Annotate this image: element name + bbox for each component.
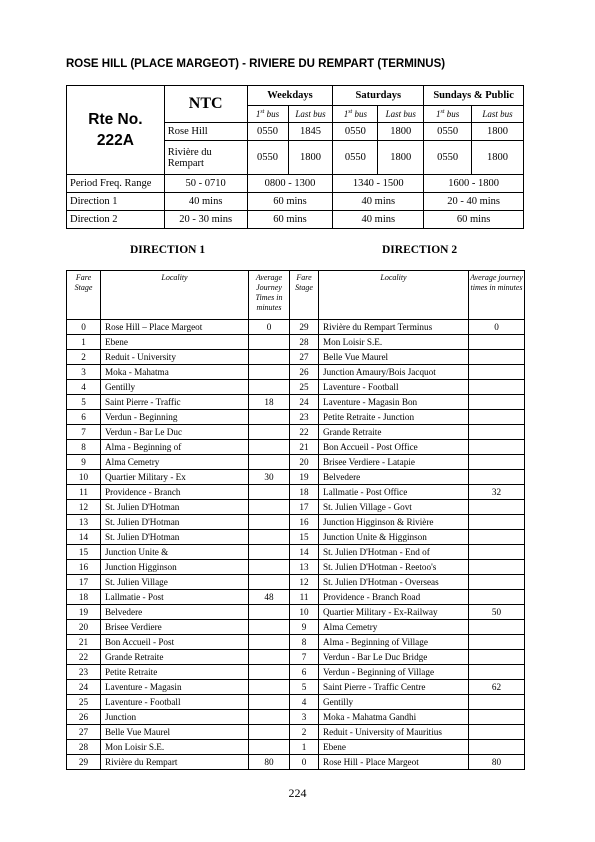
locality: Belle Vue Maurel bbox=[319, 350, 469, 365]
fare-stage: 26 bbox=[290, 365, 319, 380]
locality: Moka - Mahatma bbox=[101, 365, 249, 380]
fare-stage: 11 bbox=[67, 485, 101, 500]
avg-journey-time bbox=[249, 500, 290, 515]
table-row bbox=[67, 605, 525, 620]
locality: Rivière du Rempart bbox=[101, 755, 249, 770]
fare-stage: 0 bbox=[67, 320, 101, 335]
fare-stage: 28 bbox=[67, 740, 101, 755]
fare-stage: 1 bbox=[67, 335, 101, 350]
locality: Verdun - Beginning bbox=[101, 410, 249, 425]
first-bus-word: bus bbox=[264, 109, 280, 119]
locality: Grande Retraite bbox=[319, 425, 469, 440]
fare-stage: 16 bbox=[67, 560, 101, 575]
avg-journey-time: 0 bbox=[249, 320, 290, 335]
locality: Junction Higginson bbox=[101, 560, 249, 575]
avg-journey-time bbox=[469, 575, 525, 590]
avg-journey-time bbox=[469, 560, 525, 575]
locality: Rose Hill - Place Margeot bbox=[319, 755, 469, 770]
table-row bbox=[67, 590, 525, 605]
avg-journey-time bbox=[469, 725, 525, 740]
fare-stage-table bbox=[66, 270, 525, 770]
page-number: 224 bbox=[288, 786, 307, 800]
avg-journey-time bbox=[249, 725, 290, 740]
departure-time: 1800 bbox=[378, 141, 424, 175]
last-bus-header: Last bus bbox=[378, 106, 424, 123]
locality: Providence - Branch Road bbox=[319, 590, 469, 605]
fare-stage: 14 bbox=[290, 545, 319, 560]
fare-stage: 13 bbox=[290, 560, 319, 575]
departure-time: 1800 bbox=[472, 141, 524, 175]
locality: Gentilly bbox=[101, 380, 249, 395]
avg-time-header: Average Journey Times in minutes bbox=[249, 271, 290, 320]
first-bus-suffix: st bbox=[260, 109, 265, 115]
fare-stage: 17 bbox=[67, 575, 101, 590]
avg-journey-time bbox=[469, 650, 525, 665]
stop-name bbox=[164, 123, 247, 141]
fare-stage: 16 bbox=[290, 515, 319, 530]
freq-row-label: Period Freq. Range bbox=[67, 175, 165, 193]
locality: Ebene bbox=[319, 740, 469, 755]
avg-journey-time bbox=[249, 530, 290, 545]
avg-journey-time bbox=[469, 380, 525, 395]
avg-journey-time: 18 bbox=[249, 395, 290, 410]
table-row bbox=[67, 530, 525, 545]
route-label: Rte No. bbox=[88, 111, 143, 128]
first-bus-number: 1 bbox=[255, 109, 261, 119]
fare-stage: 10 bbox=[290, 605, 319, 620]
locality: Gentilly bbox=[319, 695, 469, 710]
locality: Lallmatie - Post Office bbox=[319, 485, 469, 500]
freq-value: 50 - 0710 bbox=[164, 175, 247, 193]
fare-stage: 6 bbox=[290, 665, 319, 680]
table-row bbox=[67, 755, 525, 770]
locality: Brisee Verdiere - Latapie bbox=[319, 455, 469, 470]
avg-journey-time bbox=[249, 650, 290, 665]
fare-stage: 27 bbox=[290, 350, 319, 365]
avg-journey-time bbox=[249, 545, 290, 560]
fare-stage: 4 bbox=[290, 695, 319, 710]
avg-journey-time bbox=[249, 710, 290, 725]
locality: Moka - Mahatma Gandhi bbox=[319, 710, 469, 725]
last-bus-header: Last bus bbox=[288, 106, 333, 123]
locality: St. Julien D'Hotman bbox=[101, 515, 249, 530]
departure-time: 0550 bbox=[333, 141, 378, 175]
avg-journey-time bbox=[469, 710, 525, 725]
locality: Alma - Beginning of bbox=[101, 440, 249, 455]
table-row bbox=[67, 650, 525, 665]
avg-journey-time bbox=[249, 620, 290, 635]
table-row bbox=[67, 620, 525, 635]
fare-stage: 29 bbox=[67, 755, 101, 770]
fare-stage: 21 bbox=[67, 635, 101, 650]
avg-journey-time: 32 bbox=[469, 485, 525, 500]
locality: St. Julien Village - Govt bbox=[319, 500, 469, 515]
avg-journey-time bbox=[469, 665, 525, 680]
locality: Laventure - Magasin Bon bbox=[319, 395, 469, 410]
departure-time: 1800 bbox=[288, 141, 333, 175]
avg-journey-time bbox=[469, 740, 525, 755]
table-row bbox=[67, 725, 525, 740]
fare-stage: 15 bbox=[290, 530, 319, 545]
direction-1-heading: DIRECTION 1 bbox=[130, 244, 206, 256]
locality: Reduit - University of Mauritius bbox=[319, 725, 469, 740]
table-row bbox=[67, 575, 525, 590]
table-row bbox=[67, 395, 525, 410]
table-row bbox=[67, 350, 525, 365]
locality-header: Locality bbox=[101, 271, 249, 320]
avg-journey-time bbox=[469, 620, 525, 635]
fare-stage: 15 bbox=[67, 545, 101, 560]
freq-value: 60 mins bbox=[247, 193, 333, 211]
stop-name-line2: Rempart bbox=[167, 157, 204, 169]
locality: Belvedere bbox=[319, 470, 469, 485]
table-row bbox=[67, 320, 525, 335]
locality: Rivière du Rempart Terminus bbox=[319, 320, 469, 335]
avg-journey-time bbox=[249, 485, 290, 500]
avg-journey-time bbox=[249, 740, 290, 755]
locality: Junction Amaury/Bois Jacquot bbox=[319, 365, 469, 380]
fare-stage: 8 bbox=[67, 440, 101, 455]
avg-journey-time bbox=[249, 665, 290, 680]
freq-value: 40 mins bbox=[333, 211, 424, 229]
fare-stage: 27 bbox=[67, 725, 101, 740]
first-bus-word: bus bbox=[352, 109, 367, 119]
locality: St. Julien D'Hotman bbox=[101, 530, 249, 545]
fare-stage: 28 bbox=[290, 335, 319, 350]
fare-stage: 17 bbox=[290, 500, 319, 515]
fare-stage: 24 bbox=[67, 680, 101, 695]
locality: Saint Pierre - Traffic Centre bbox=[319, 680, 469, 695]
departure-time: 0550 bbox=[424, 123, 472, 141]
locality: Rose Hill – Place Margeot bbox=[101, 320, 249, 335]
fare-stage: 6 bbox=[67, 410, 101, 425]
fare-stage: 3 bbox=[290, 710, 319, 725]
fare-stage: 0 bbox=[290, 755, 319, 770]
fare-stage: 9 bbox=[290, 620, 319, 635]
avg-journey-time bbox=[469, 425, 525, 440]
avg-journey-time: 50 bbox=[469, 605, 525, 620]
locality: Laventure - Magasin bbox=[101, 680, 249, 695]
avg-time-header: Average journey times in minutes bbox=[469, 271, 525, 320]
avg-journey-time: 30 bbox=[249, 470, 290, 485]
weekdays-header: Weekdays bbox=[247, 86, 333, 106]
avg-journey-time bbox=[469, 635, 525, 650]
locality: Junction Higginson & Rivière bbox=[319, 515, 469, 530]
avg-journey-time bbox=[249, 350, 290, 365]
locality: Alma Cemetry bbox=[319, 620, 469, 635]
avg-journey-time bbox=[249, 455, 290, 470]
avg-journey-time bbox=[469, 545, 525, 560]
table-row bbox=[67, 710, 525, 725]
sundays-header: Sundays & Public bbox=[424, 86, 524, 106]
avg-journey-time bbox=[249, 680, 290, 695]
avg-journey-time bbox=[469, 515, 525, 530]
table-row bbox=[67, 455, 525, 470]
fare-stage: 22 bbox=[67, 650, 101, 665]
table-row bbox=[67, 560, 525, 575]
timetable bbox=[66, 85, 524, 229]
stop-name-line1: Rivière du bbox=[167, 146, 212, 158]
table-row bbox=[67, 380, 525, 395]
avg-journey-time: 62 bbox=[469, 680, 525, 695]
fare-stage: 11 bbox=[290, 590, 319, 605]
table-row bbox=[67, 425, 525, 440]
locality: Verdun - Beginning of Village bbox=[319, 665, 469, 680]
avg-journey-time: 80 bbox=[249, 755, 290, 770]
fare-stage: 29 bbox=[290, 320, 319, 335]
freq-row-label: Direction 2 bbox=[67, 211, 165, 229]
locality: Brisee Verdiere bbox=[101, 620, 249, 635]
locality: St. Julien D'Hotman - End of bbox=[319, 545, 469, 560]
first-bus-header bbox=[333, 106, 378, 123]
locality: Providence - Branch bbox=[101, 485, 249, 500]
fare-stage: 10 bbox=[67, 470, 101, 485]
fare-stage: 12 bbox=[67, 500, 101, 515]
table-row bbox=[67, 515, 525, 530]
fare-stage-header: Fare Stage bbox=[290, 271, 319, 320]
locality: Laventure - Football bbox=[101, 695, 249, 710]
fare-stage: 19 bbox=[290, 470, 319, 485]
avg-journey-time bbox=[249, 560, 290, 575]
first-bus-word: bus bbox=[444, 109, 460, 119]
locality: Junction bbox=[101, 710, 249, 725]
departure-time: 1800 bbox=[472, 123, 524, 141]
avg-journey-time bbox=[249, 605, 290, 620]
table-row bbox=[67, 410, 525, 425]
route-number-cell bbox=[67, 86, 165, 175]
fare-stage: 18 bbox=[290, 485, 319, 500]
locality: Bon Accueil - Post bbox=[101, 635, 249, 650]
avg-journey-time bbox=[469, 695, 525, 710]
operator-name: NTC bbox=[164, 86, 247, 123]
locality: Bon Accueil - Post Office bbox=[319, 440, 469, 455]
avg-journey-time bbox=[249, 515, 290, 530]
fare-stage: 23 bbox=[67, 665, 101, 680]
stop-name bbox=[164, 141, 247, 175]
fare-stage: 25 bbox=[290, 380, 319, 395]
freq-value: 60 mins bbox=[424, 211, 524, 229]
freq-value: 1340 - 1500 bbox=[333, 175, 424, 193]
locality: Junction Unite & bbox=[101, 545, 249, 560]
locality: Quartier Military - Ex bbox=[101, 470, 249, 485]
locality: Verdun - Bar Le Duc Bridge bbox=[319, 650, 469, 665]
locality: St. Julien D'Hotman - Overseas bbox=[319, 575, 469, 590]
avg-journey-time bbox=[249, 335, 290, 350]
avg-journey-time bbox=[249, 365, 290, 380]
first-bus-suffix: st bbox=[348, 109, 353, 115]
locality: Quartier Military - Ex-Railway bbox=[319, 605, 469, 620]
stop-name-line1: Rose Hill bbox=[167, 126, 208, 137]
table-row bbox=[67, 485, 525, 500]
locality: Belle Vue Maurel bbox=[101, 725, 249, 740]
locality: Saint Pierre - Traffic bbox=[101, 395, 249, 410]
fare-stage: 20 bbox=[290, 455, 319, 470]
departure-time: 0550 bbox=[247, 141, 288, 175]
fare-stage: 26 bbox=[67, 710, 101, 725]
table-row bbox=[67, 440, 525, 455]
fare-stage-header: Fare Stage bbox=[67, 271, 101, 320]
fare-stage: 4 bbox=[67, 380, 101, 395]
locality: St. Julien D'Hotman - Reetoo's bbox=[319, 560, 469, 575]
first-bus-header bbox=[424, 106, 472, 123]
departure-time: 0550 bbox=[247, 123, 288, 141]
fare-stage: 9 bbox=[67, 455, 101, 470]
table-row bbox=[67, 635, 525, 650]
locality: St. Julien D'Hotman bbox=[101, 500, 249, 515]
first-bus-header bbox=[247, 106, 288, 123]
locality: Mon Loisir S.E. bbox=[101, 740, 249, 755]
direction-2-heading: DIRECTION 2 bbox=[382, 244, 458, 256]
first-bus-suffix: st bbox=[440, 109, 445, 115]
avg-journey-time: 0 bbox=[469, 320, 525, 335]
fare-stage: 23 bbox=[290, 410, 319, 425]
locality: Ebene bbox=[101, 335, 249, 350]
avg-journey-time bbox=[469, 395, 525, 410]
freq-value: 40 mins bbox=[164, 193, 247, 211]
avg-journey-time bbox=[469, 455, 525, 470]
freq-value: 40 mins bbox=[333, 193, 424, 211]
fare-stage: 22 bbox=[290, 425, 319, 440]
avg-journey-time: 48 bbox=[249, 590, 290, 605]
avg-journey-time bbox=[249, 425, 290, 440]
fare-stage: 5 bbox=[290, 680, 319, 695]
first-bus-number: 1 bbox=[436, 109, 441, 119]
departure-time: 0550 bbox=[333, 123, 378, 141]
departure-time: 1845 bbox=[288, 123, 333, 141]
locality: Laventure - Football bbox=[319, 380, 469, 395]
locality: Lallmatie - Post bbox=[101, 590, 249, 605]
fare-stage: 24 bbox=[290, 395, 319, 410]
fare-stage: 19 bbox=[67, 605, 101, 620]
locality: Petite Retraite - Junction bbox=[319, 410, 469, 425]
avg-journey-time bbox=[249, 635, 290, 650]
saturdays-header: Saturdays bbox=[333, 86, 424, 106]
avg-journey-time bbox=[249, 380, 290, 395]
freq-value: 20 - 30 mins bbox=[164, 211, 247, 229]
avg-journey-time bbox=[469, 335, 525, 350]
locality: Belvedere bbox=[101, 605, 249, 620]
freq-row-label: Direction 1 bbox=[67, 193, 165, 211]
table-row bbox=[67, 365, 525, 380]
table-row bbox=[67, 740, 525, 755]
avg-journey-time bbox=[469, 590, 525, 605]
freq-value: 20 - 40 mins bbox=[424, 193, 524, 211]
departure-time: 0550 bbox=[424, 141, 472, 175]
fare-stage: 3 bbox=[67, 365, 101, 380]
table-row bbox=[67, 335, 525, 350]
table-row bbox=[67, 665, 525, 680]
fare-stage: 12 bbox=[290, 575, 319, 590]
fare-stage: 21 bbox=[290, 440, 319, 455]
fare-stage: 20 bbox=[67, 620, 101, 635]
table-row bbox=[67, 680, 525, 695]
fare-stage: 1 bbox=[290, 740, 319, 755]
fare-stage: 8 bbox=[290, 635, 319, 650]
locality: Petite Retraite bbox=[101, 665, 249, 680]
fare-stage: 2 bbox=[290, 725, 319, 740]
fare-stage: 18 bbox=[67, 590, 101, 605]
locality: Verdun - Bar Le Duc bbox=[101, 425, 249, 440]
freq-value: 0800 - 1300 bbox=[247, 175, 333, 193]
avg-journey-time bbox=[249, 410, 290, 425]
page-title: ROSE HILL (PLACE MARGEOT) - RIVIERE DU REMPART (TERMINUS) bbox=[66, 58, 446, 70]
table-row bbox=[67, 470, 525, 485]
route-number: 222A bbox=[96, 132, 134, 149]
fare-stage: 7 bbox=[67, 425, 101, 440]
locality-header: Locality bbox=[319, 271, 469, 320]
avg-journey-time bbox=[469, 470, 525, 485]
fare-stage: 5 bbox=[67, 395, 101, 410]
table-row bbox=[67, 695, 525, 710]
locality: Alma - Beginning of Village bbox=[319, 635, 469, 650]
locality: Reduit - University bbox=[101, 350, 249, 365]
locality: Grande Retraite bbox=[101, 650, 249, 665]
avg-journey-time bbox=[469, 350, 525, 365]
table-row bbox=[67, 545, 525, 560]
avg-journey-time bbox=[469, 440, 525, 455]
fare-stage: 14 bbox=[67, 530, 101, 545]
avg-journey-time: 80 bbox=[469, 755, 525, 770]
fare-stage: 13 bbox=[67, 515, 101, 530]
last-bus-header: Last bus bbox=[472, 106, 524, 123]
first-bus-number: 1 bbox=[343, 109, 349, 119]
departure-time: 1800 bbox=[378, 123, 424, 141]
locality: Alma Cemetry bbox=[101, 455, 249, 470]
locality: Junction Unite & Higginson bbox=[319, 530, 469, 545]
avg-journey-time bbox=[469, 530, 525, 545]
freq-value: 60 mins bbox=[247, 211, 333, 229]
locality: Mon Loisir S.E. bbox=[319, 335, 469, 350]
avg-journey-time bbox=[249, 440, 290, 455]
avg-journey-time bbox=[469, 500, 525, 515]
fare-stage: 25 bbox=[67, 695, 101, 710]
locality: St. Julien Village bbox=[101, 575, 249, 590]
avg-journey-time bbox=[249, 575, 290, 590]
fare-stage: 7 bbox=[290, 650, 319, 665]
table-row bbox=[67, 500, 525, 515]
avg-journey-time bbox=[469, 410, 525, 425]
avg-journey-time bbox=[249, 695, 290, 710]
freq-value: 1600 - 1800 bbox=[424, 175, 524, 193]
fare-stage: 2 bbox=[67, 350, 101, 365]
avg-journey-time bbox=[469, 365, 525, 380]
